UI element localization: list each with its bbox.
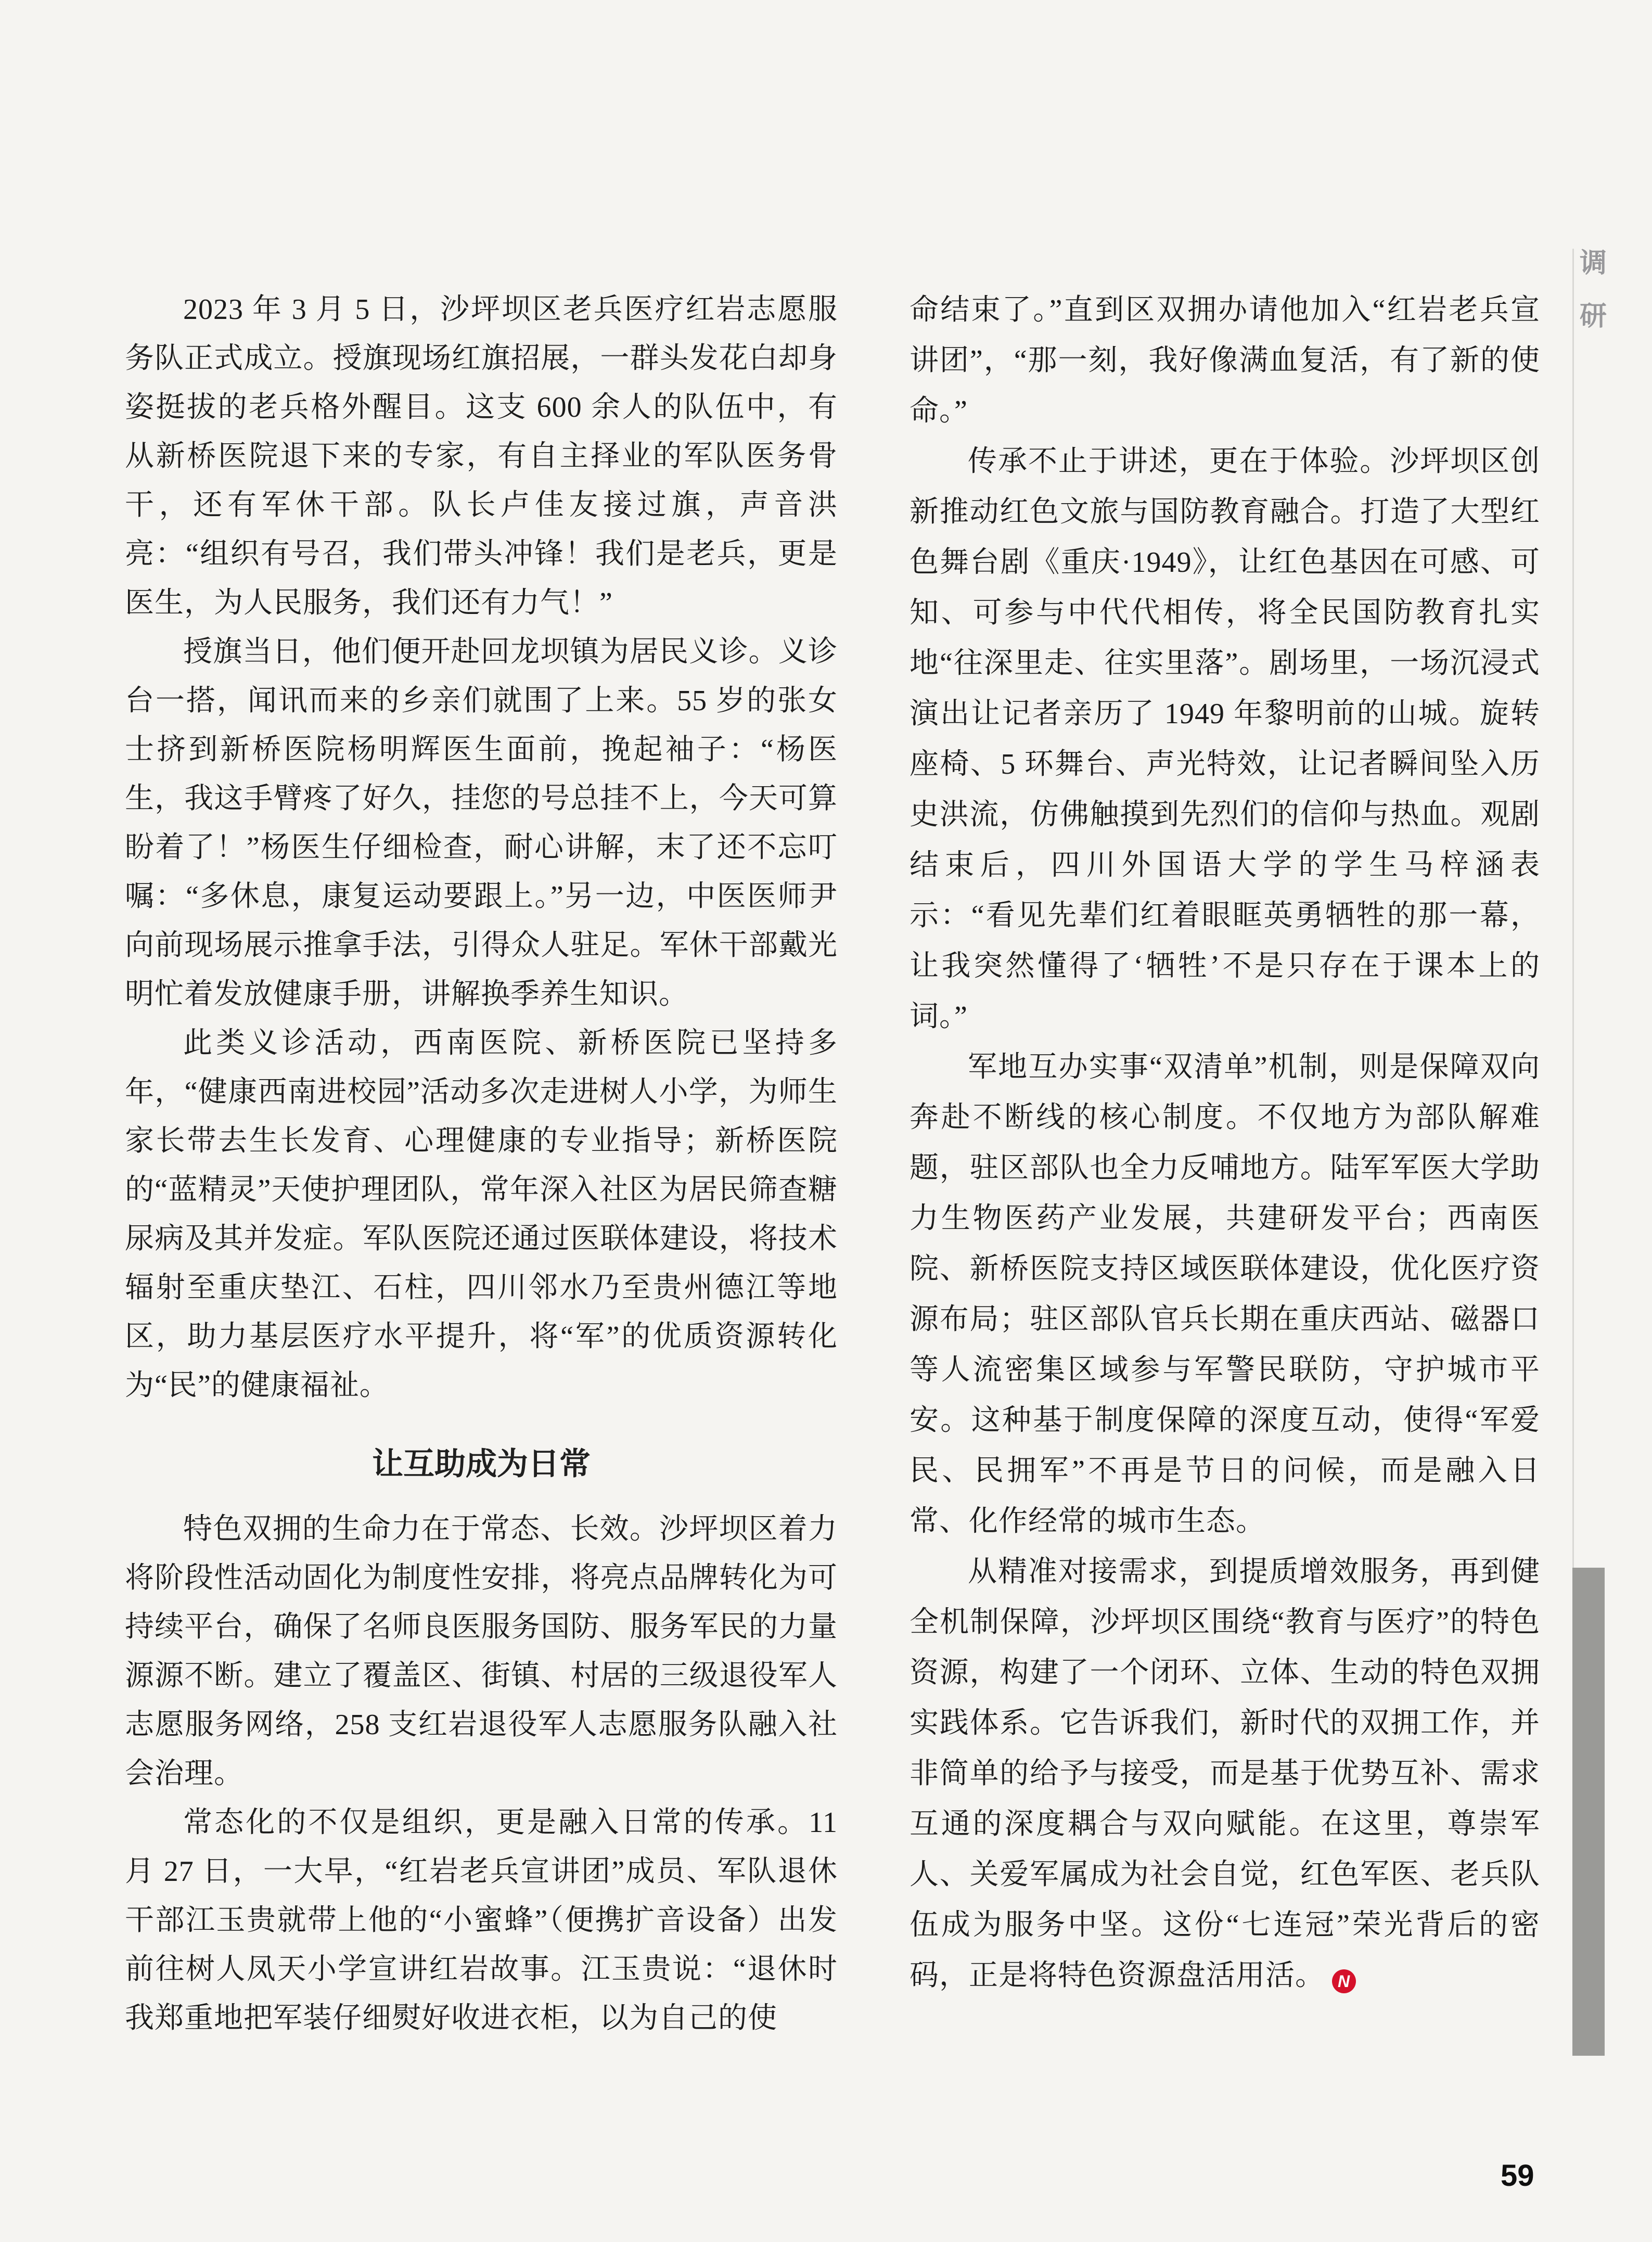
paragraph (910, 1547, 1540, 2001)
page-number: 59 (1501, 2159, 1534, 2193)
paragraph: 特色双拥的生命力在于常态、长效。沙坪坝区着力将阶段性活动固化为制度性安排，将亮点品牌转化为可持续平台，确保了名师良医服务国防、服务军民的力量源源不断。建立了覆盖区、街镇、村居的三级退役军人志愿服务网络，258 支红岩退役军人志愿服务队融入社会治理。 (125, 1513, 838, 1790)
sidebar-gray-bar (1572, 1568, 1605, 2056)
end-of-article-icon: N (1332, 1969, 1356, 1993)
section-label-char: 研 (1580, 301, 1607, 331)
paragraph: 传承不止于讲述，更在于体验。沙坪坝区创新推动红色文旅与国防教育融合。打造了大型红色舞台剧《重庆·1949》，让红色基因在可感、可知、可参与中代代相传，将全民国防教育扎实地“往深里走、往实里落”。剧场里，一场沉浸式演出让记者亲历了 1949 年黎明前的山城。旋转座椅、5 环舞台、声光特效，让记者瞬间坠入历史洪流，仿佛触摸到先烈们的信仰与热血。观剧结束后，四川外国语大学的学生马梓涵表示：“看见先辈们红着眼眶英勇牺牲的那一幕，让我突然懂得了‘牺牲’不是只存在于课本上的词。” (910, 445, 1540, 1033)
paragraph: 授旗当日，他们便开赴回龙坝镇为居民义诊。义诊台一搭，闻讯而来的乡亲们就围了上来。55 岁的张女士挤到新桥医院杨明辉医生面前，挽起袖子：“杨医生，我这手臂疼了好久，挂您的号总挂不上，今天可算盼着了！”杨医生仔细检查，耐心讲解，末了还不忘叮嘱：“多休息，康复运动要跟上。”另一边，中医医师尹向前现场展示推拿手法，引得众人驻足。军休干部戴光明忙着发放健康手册，讲解换季养生知识。 (125, 636, 838, 1010)
section-label-char: 调 (1580, 248, 1607, 278)
right-column (910, 285, 1540, 2001)
sidebar-rule (1572, 249, 1574, 1568)
paragraph: 军地互办实事“双清单”机制，则是保障双向奔赴不断线的核心制度。不仅地方为部队解难题，驻区部队也全力反哺地方。陆军军医大学助力生物医药产业发展，共建研发平台；西南医院、新桥医院支持区域医联体建设，优化医疗资源布局；驻区部队官兵长期在重庆西站、磁器口等人流密集区域参与军警民联防，守护城市平安。这种基于制度保障的深度互动，使得“军爱民、民拥军”不再是节日的问候，而是融入日常、化作经常的城市生态。 (910, 1051, 1540, 1538)
paragraph-continuation: 命结束了。”直到区双拥办请他加入“红岩老兵宣讲团”，“那一刻，我好像满血复活，有了新的使命。” (910, 294, 1540, 427)
paragraph: 此类义诊活动，西南医院、新桥医院已坚持多年，“健康西南进校园”活动多次走进树人小学，为师生家长带去生长发育、心理健康的专业指导；新桥医院的“蓝精灵”天使护理团队，常年深入社区为居民筛查糖尿病及其并发症。军队医院还通过医联体建设，将技术辐射至重庆垫江、石柱，四川邻水乃至贵州德江等地区，助力基层医疗水平提升，将“军”的优质资源转化为“民”的健康福祉。 (125, 1027, 838, 1402)
section-heading: 让互助成为日常 (372, 1446, 591, 1481)
paragraph-text: 从精准对接需求，到提质增效服务，再到健全机制保障，沙坪坝区围绕“教育与医疗”的特色资源，构建了一个闭环、立体、生动的特色双拥实践体系。它告诉我们，新时代的双拥工作，并非简单的给予与接受，而是基于优势互补、需求互通的深度耦合与双向赋能。在这里，尊崇军人、关爱军属成为社会自觉，红色军医、老兵队伍成为服务中坚。这份“七连冠”荣光背后的密码，正是将特色资源盘活用活。 (910, 1556, 1540, 1992)
paragraph: 常态化的不仅是组织，更是融入日常的传承。11 月 27 日，一大早，“红岩老兵宣讲团”成员、军队退休干部江玉贵就带上他的“小蜜蜂”（便携扩音设备）出发前往树人凤天小学宣讲红岩故事。江玉贵说：“退休时我郑重地把军装仔细熨好收进衣柜，以为自己的使 (125, 1807, 838, 2034)
section-label-diaoyan (1580, 237, 1607, 343)
left-column (125, 285, 838, 2043)
paragraph: 2023 年 3 月 5 日，沙坪坝区老兵医疗红岩志愿服务队正式成立。授旗现场红旗招展，一群头发花白却身姿挺拔的老兵格外醒目。这支 600 余人的队伍中，有从新桥医院退下来的专家，有自主择业的军队医务骨干，还有军休干部。队长卢佳友接过旗，声音洪亮：“组织有号召，我们带头冲锋！我们是老兵，更是医生，为人民服务，我们还有力气！” (125, 293, 838, 619)
